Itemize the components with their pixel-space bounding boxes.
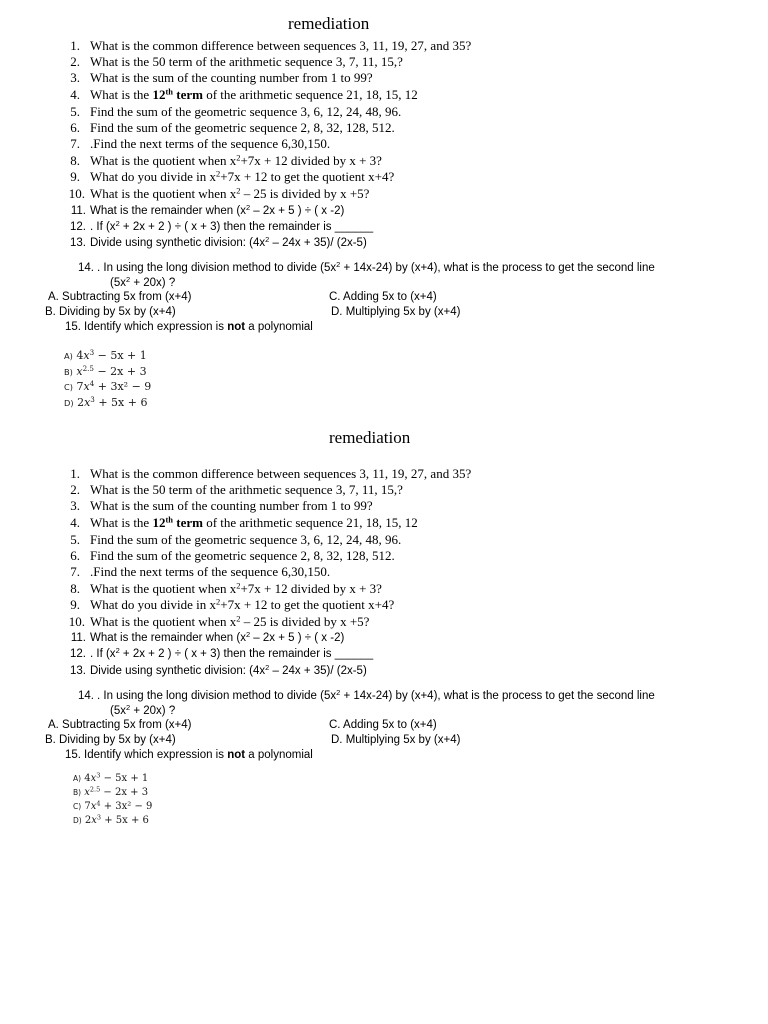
question-text: What is the remainder when ($x^2 - 2x + 5$ ) ÷ ( x -2) bbox=[90, 629, 345, 644]
choice-c[interactable]: C. Adding 5x to (x+4) bbox=[329, 291, 437, 303]
question-number: 7. bbox=[70, 136, 80, 151]
question-text: What is the 50 term of the arithmetic sequence 3, 7, 11, 15,? bbox=[90, 482, 403, 497]
question-number: 12. bbox=[70, 648, 86, 660]
question-number: 5. bbox=[70, 104, 80, 119]
question-text: Identify which expression is not a polynomial bbox=[84, 321, 313, 333]
question-text: . In using the long division method to divide $(5x^2 + 14x-24)$ by (x+4), what is the process to get the second line bbox=[97, 259, 655, 274]
choice-a[interactable]: A) $4x^3 - 5x + 1$ bbox=[73, 771, 149, 784]
question-number: 1. bbox=[70, 38, 80, 53]
question-text: . If ($x^2 + 2x + 2$ ) ÷ ( x + 3) then the remainder is ______ bbox=[90, 218, 374, 233]
choice-b[interactable]: B. Dividing by 5x by (x+4) bbox=[45, 306, 176, 318]
question-text: What is the sum of the counting number from 1 to 99? bbox=[90, 70, 373, 85]
question-number: 14. bbox=[78, 262, 94, 274]
question-number: 12. bbox=[70, 221, 86, 233]
choice-c[interactable]: C) $7x^4 + 3x^2 - 9$ bbox=[73, 799, 153, 812]
question-text: What is the quotient when $x^2+7x + 12$ divided by x + 3? bbox=[90, 580, 382, 596]
question-number: 4. bbox=[70, 515, 80, 530]
question-text: What is the quotient when $x^2 - 25$ is divided by x +5? bbox=[90, 613, 370, 629]
question-14-line2: $(5x^2 + 20x)$ ? bbox=[110, 274, 176, 289]
choice-a[interactable]: A) $4x^3 - 5x + 1$ bbox=[64, 348, 147, 362]
choice-c[interactable]: C. Adding 5x to (x+4) bbox=[329, 719, 437, 731]
choice-b[interactable]: B. Dividing by 5x by (x+4) bbox=[45, 734, 176, 746]
choice-d[interactable]: D) $2x^3 + 5x + 6$ bbox=[64, 395, 148, 409]
page-title: remediation bbox=[329, 428, 411, 447]
question-number: 5. bbox=[70, 532, 80, 547]
question-number: 9. bbox=[70, 169, 80, 184]
question-number: 10. bbox=[68, 186, 85, 201]
question-14-line2: $(5x^2 + 20x)$ ? bbox=[110, 702, 176, 717]
question-text: Find the sum of the geometric sequence 3, 6, 12, 24, 48, 96. bbox=[90, 532, 402, 547]
question-number: 2. bbox=[70, 482, 80, 497]
question-number: 8. bbox=[70, 581, 80, 596]
question-number: 10. bbox=[68, 614, 85, 629]
choice-d[interactable]: D. Multiplying 5x by (x+4) bbox=[331, 306, 461, 318]
question-text: Find the sum of the geometric sequence 2, 8, 32, 128, 512. bbox=[90, 548, 395, 563]
question-number: 14. bbox=[78, 690, 94, 702]
question-text: Divide using synthetic division: $(4x^2 - 24x + 35)/$ (2x-5) bbox=[90, 234, 367, 249]
choice-d[interactable]: D) $2x^3 + 5x + 6$ bbox=[73, 813, 149, 826]
choice-c[interactable]: C) $7x^4 + 3x^2 - 9$ bbox=[64, 379, 152, 393]
choice-d[interactable]: D. Multiplying 5x by (x+4) bbox=[331, 734, 461, 746]
choice-a[interactable]: A. Subtracting 5x from (x+4) bbox=[48, 291, 192, 303]
page-title: remediation bbox=[288, 14, 370, 33]
question-text: What is the 12th term of the arithmetic sequence 21, 18, 15, 12 bbox=[90, 514, 418, 530]
question-number: 3. bbox=[70, 70, 80, 85]
question-text: What do you divide in $x^2+7x + 12$ to get the quotient x+4? bbox=[90, 596, 395, 612]
question-text: What is the common difference between sequences 3, 11, 19, 27, and 35? bbox=[90, 38, 472, 53]
question-text: What is the quotient when $x^2+7x + 12$ divided by x + 3? bbox=[90, 152, 382, 168]
question-number: 11. bbox=[70, 632, 86, 644]
question-text: What is the common difference between sequences 3, 11, 19, 27, and 35? bbox=[90, 466, 472, 481]
question-text: Divide using synthetic division: $(4x^2 - 24x + 35)/$ (2x-5) bbox=[90, 662, 367, 677]
question-text: Identify which expression is not a polynomial bbox=[84, 749, 313, 761]
choice-b[interactable]: B) $x^{2.5} - 2x + 3$ bbox=[64, 364, 147, 378]
question-text: What is the 12th term of the arithmetic sequence 21, 18, 15, 12 bbox=[90, 86, 418, 102]
question-text: . If ($x^2 + 2x + 2$ ) ÷ ( x + 3) then the remainder is ______ bbox=[90, 645, 374, 660]
question-text: .Find the next terms of the sequence 6,30,150. bbox=[90, 564, 331, 579]
question-number: 9. bbox=[70, 597, 80, 612]
question-text: Find the sum of the geometric sequence 3, 6, 12, 24, 48, 96. bbox=[90, 104, 402, 119]
question-number: 13. bbox=[70, 237, 86, 249]
question-text: What is the quotient when $x^2 - 25$ is divided by x +5? bbox=[90, 185, 370, 201]
question-number: 8. bbox=[70, 153, 80, 168]
question-number: 7. bbox=[70, 564, 80, 579]
question-text: What is the 50 term of the arithmetic sequence 3, 7, 11, 15,? bbox=[90, 54, 403, 69]
question-number: 4. bbox=[70, 87, 80, 102]
question-number: 15. bbox=[65, 321, 81, 333]
question-text: Find the sum of the geometric sequence 2, 8, 32, 128, 512. bbox=[90, 120, 395, 135]
choice-a[interactable]: A. Subtracting 5x from (x+4) bbox=[48, 719, 192, 731]
question-number: 6. bbox=[70, 120, 80, 135]
question-number: 6. bbox=[70, 548, 80, 563]
question-number: 2. bbox=[70, 54, 80, 69]
question-number: 11. bbox=[70, 205, 86, 217]
question-number: 15. bbox=[65, 749, 81, 761]
choice-b[interactable]: B) $x^{2.5} - 2x + 3$ bbox=[73, 785, 149, 798]
question-text: . In using the long division method to divide $(5x^2 + 14x-24)$ by (x+4), what is the process to get the second line bbox=[97, 687, 655, 702]
question-text: What is the remainder when ($x^2 - 2x + 5$ ) ÷ ( x -2) bbox=[90, 202, 345, 217]
question-number: 3. bbox=[70, 498, 80, 513]
question-text: What is the sum of the counting number from 1 to 99? bbox=[90, 498, 373, 513]
question-number: 1. bbox=[70, 466, 80, 481]
question-text: .Find the next terms of the sequence 6,30,150. bbox=[90, 136, 331, 151]
question-text: What do you divide in $x^2+7x + 12$ to get the quotient x+4? bbox=[90, 168, 395, 184]
question-number: 13. bbox=[70, 665, 86, 677]
